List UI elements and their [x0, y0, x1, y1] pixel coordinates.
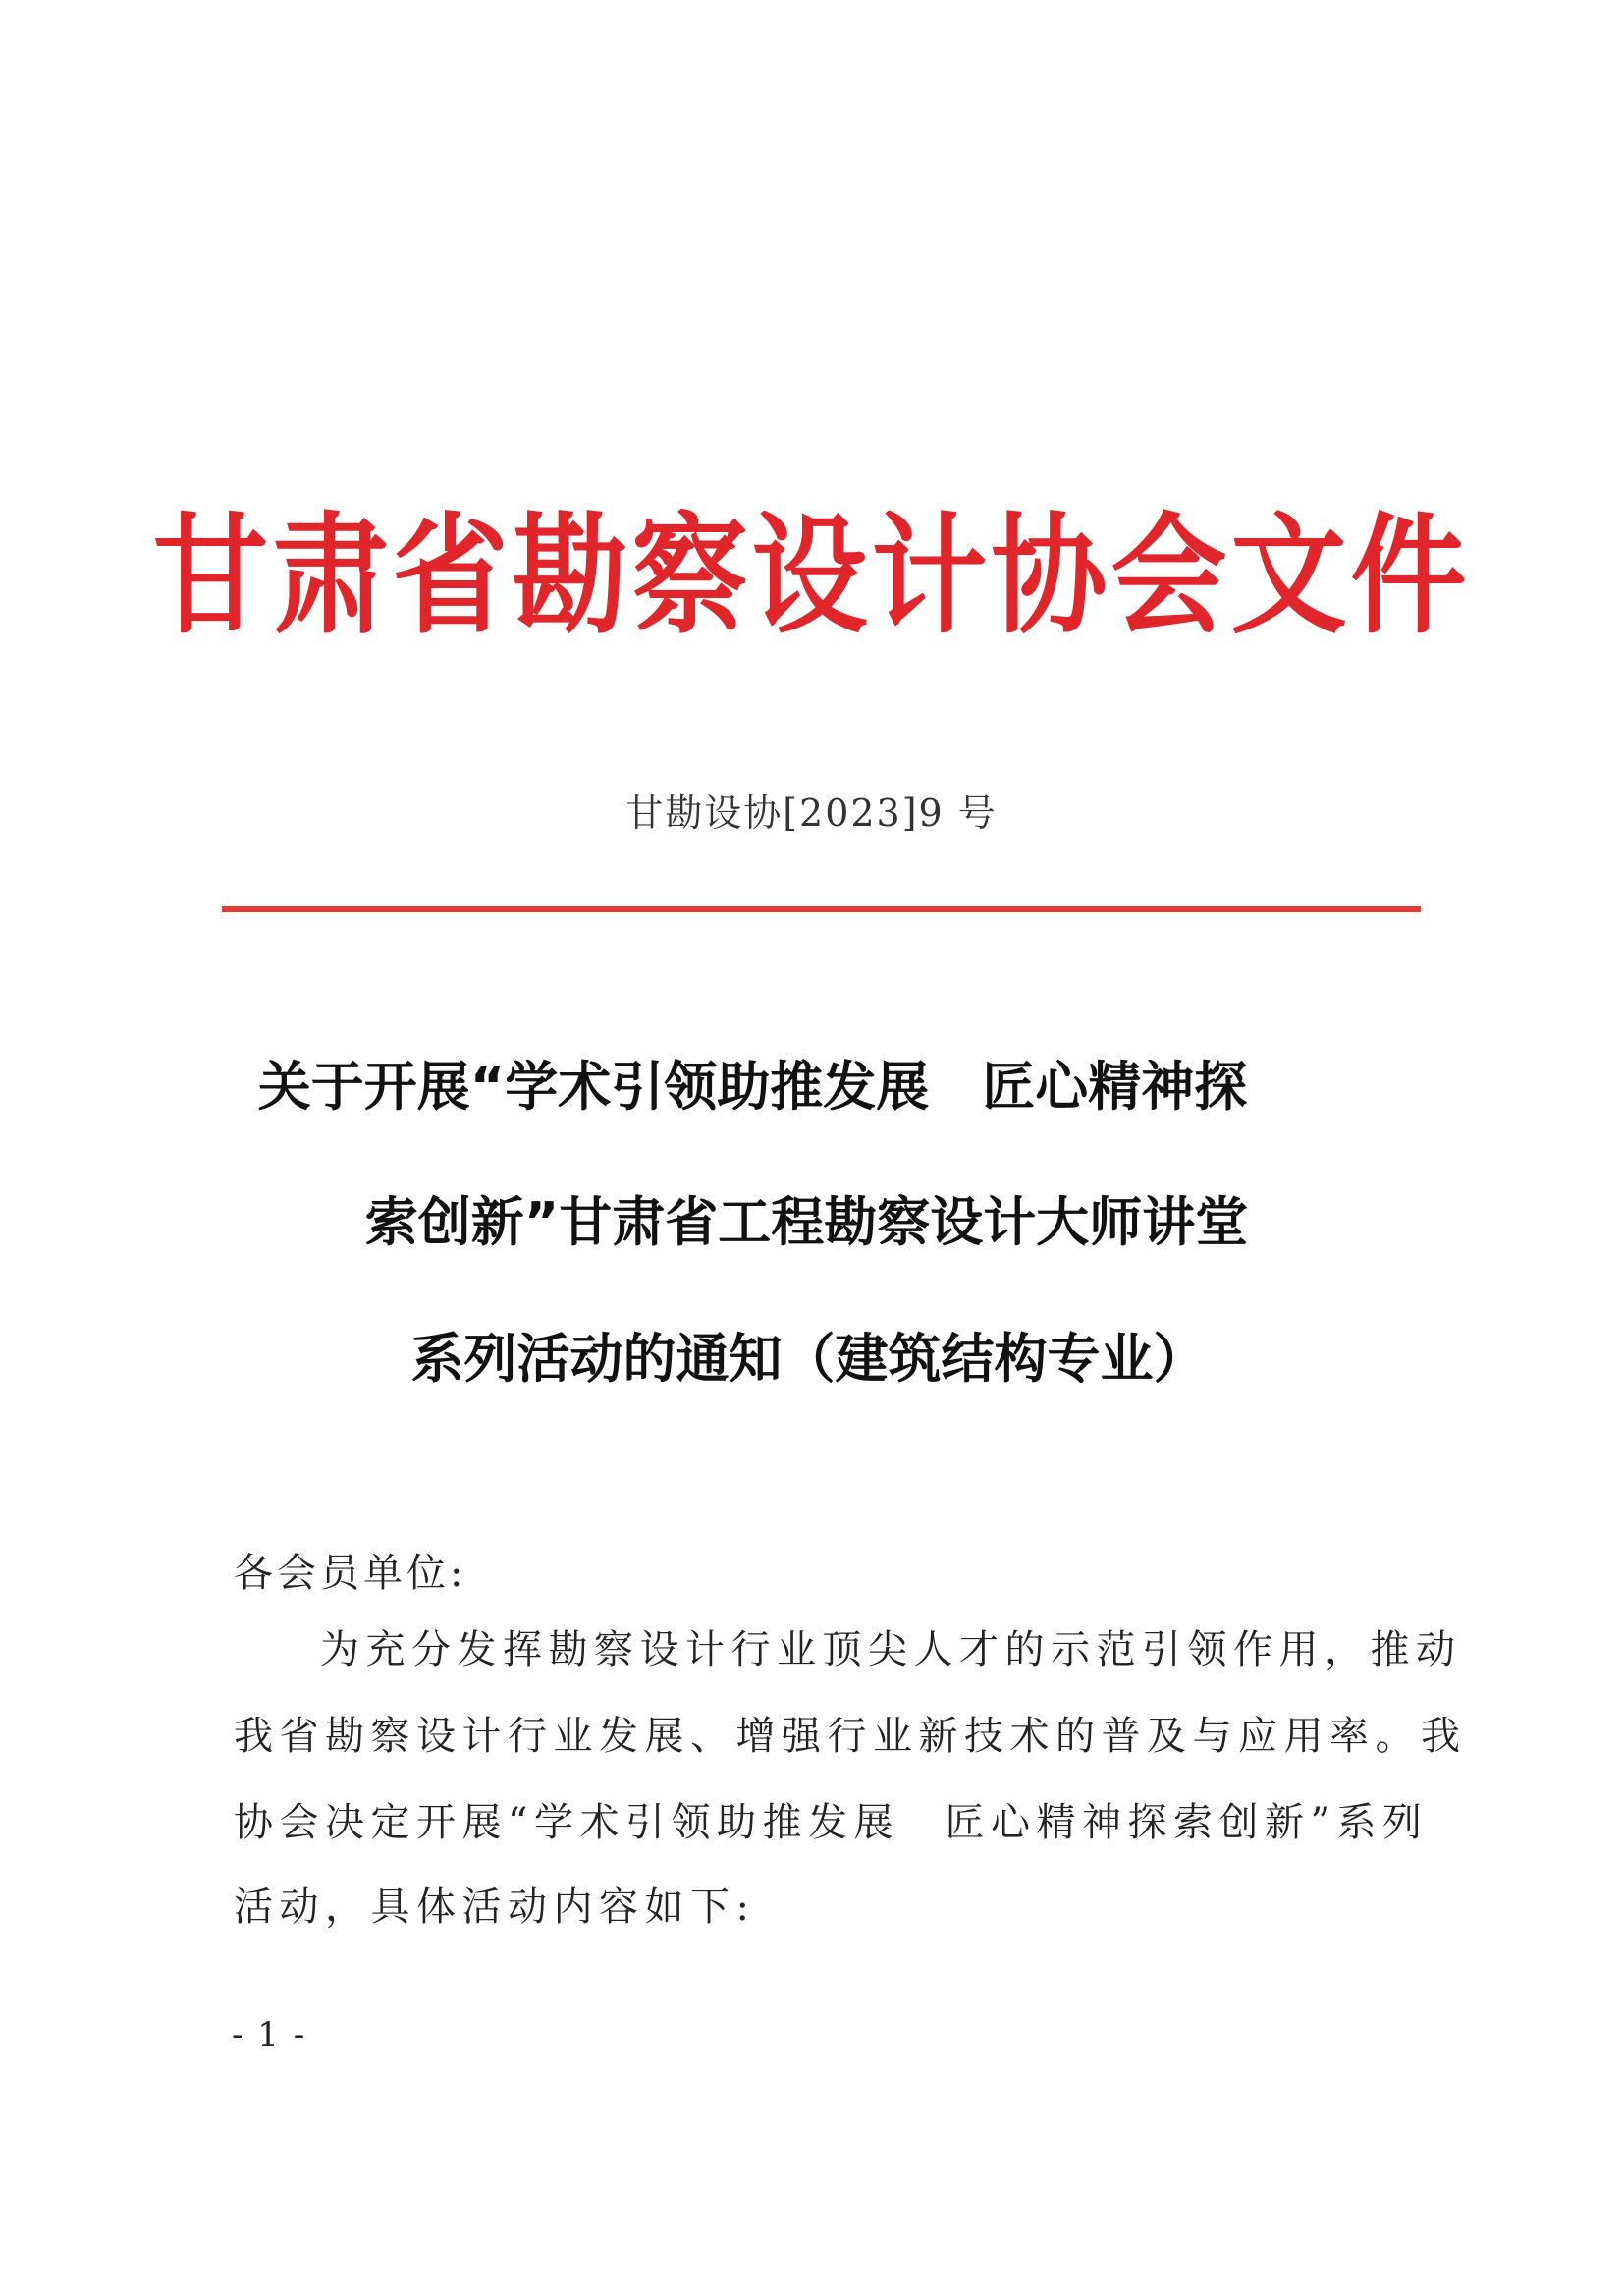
body-paragraph-line: 为充分发挥勘察设计行业顶尖人才的示范引领作用，推动 — [320, 1627, 1462, 1672]
body-paragraph-line: 活动，具体活动内容如下: — [234, 1885, 756, 1930]
red-divider-rule — [222, 906, 1421, 912]
body-paragraph-line: 我省勘察设计行业发展、增强行业新技术的普及与应用率。我 — [234, 1714, 1467, 1759]
body-paragraph-line: 协会决定开展“学术引领助推发展 匠心精神探索创新”系列 — [234, 1800, 1429, 1845]
masthead-title: 甘肃省勘察设计协会文件 — [152, 498, 1471, 652]
salutation: 各会员单位: — [234, 1551, 467, 1596]
notice-title-line-2: 索创新”甘肃省工程勘察设计大师讲堂 — [364, 1191, 1249, 1253]
notice-title-line-3: 系列活动的通知（建筑结构专业） — [410, 1328, 1207, 1390]
notice-title-line-1: 关于开展“学术引领助推发展 匠心精神探 — [257, 1056, 1248, 1118]
page-number: - 1 - — [232, 2015, 307, 2054]
document-number: 甘勘设协[2023]9 号 — [625, 792, 998, 835]
